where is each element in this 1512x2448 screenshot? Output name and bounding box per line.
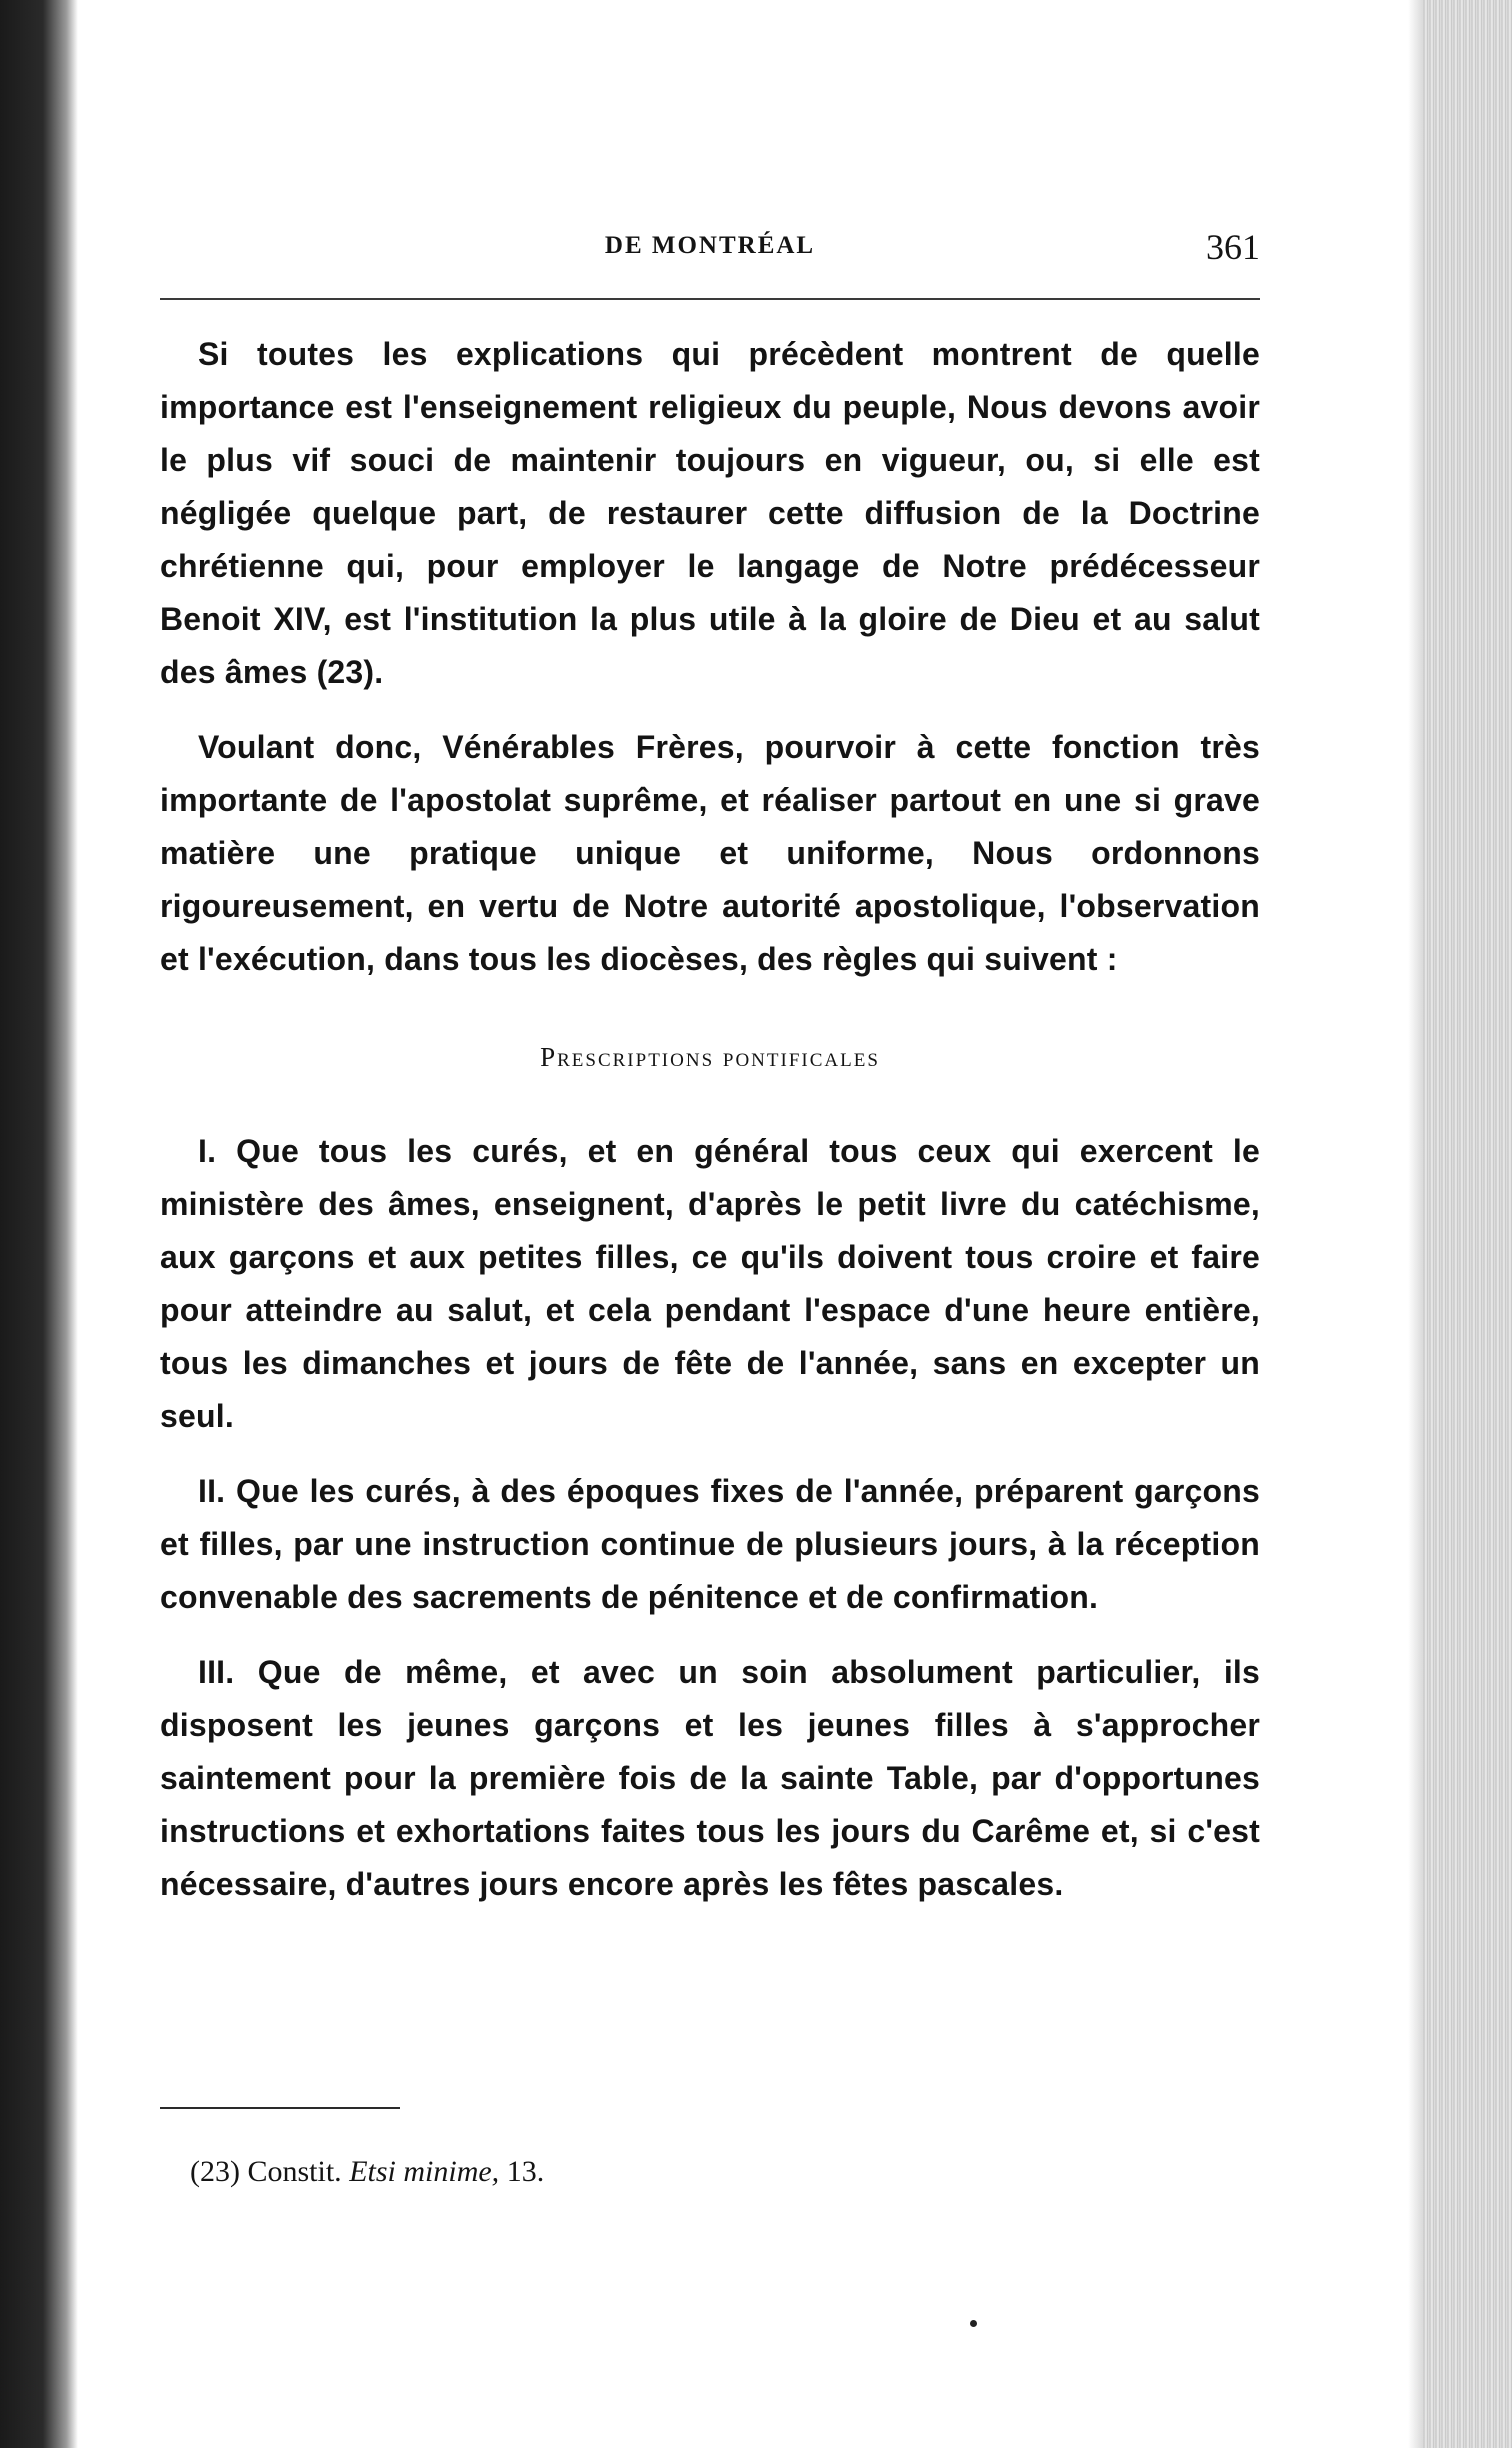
running-title: DE MONTRÉAL	[604, 232, 816, 259]
header-rule	[160, 298, 1260, 300]
page-number: 361	[1206, 227, 1260, 267]
prescription-3: III. Que de même, et avec un soin absolument particulier, ils disposent les jeunes garçons et les jeunes filles à s'approcher saintement pour la première fois de la sainte Table, par d'opportunes instructions et exhortations faites tous les jours du Carême et, si c'est nécessaire, d'autres jours encore après les fêtes pascales.	[160, 1654, 1260, 1902]
footnote-title: Etsi minime,	[349, 2155, 500, 2188]
body-text	[160, 328, 1260, 1911]
footnote-text-before: Constit.	[247, 2155, 342, 2188]
prescription-1: I. Que tous les curés, et en général tous ceux qui exercent le ministère des âmes, enseignent, d'après le petit livre du catéchisme, aux garçons et aux petites filles, ce qu'ils doivent tous croire et faire pour atteindre au salut, et cela pendant l'espace d'une heure entière, tous les dimanches et jours de fête de l'année, sans en excepter un seul.	[160, 1133, 1260, 1434]
footnote-text-after: 13.	[506, 2155, 545, 2188]
section-heading	[160, 1042, 1260, 1073]
prescription-2: II. Que les curés, à des époques fixes de l'année, préparent garçons et filles, par une instruction continue de plusieurs jours, à la réception convenable des sacrements de pénitence et de confirmation.	[160, 1473, 1260, 1615]
footnote-rule	[160, 2107, 400, 2109]
running-head	[160, 226, 1260, 276]
book-page	[160, 0, 1260, 2448]
paragraph-2: Voulant donc, Vénérables Frères, pourvoir à cette fonction très importante de l'apostolat suprême, et réaliser partout en une si grave matière une pratique unique et uniforme, Nous ordonnons rigoureusement, en vertu de Notre autorité apostolique, l'observation et l'exécution, dans tous les diocèses, des règles qui suivent :	[160, 729, 1260, 977]
section-heading-text: Prescriptions pontificales	[540, 1042, 880, 1072]
page-edges	[1422, 0, 1512, 2448]
footnote	[190, 2155, 544, 2189]
ink-speck	[970, 2320, 977, 2327]
paragraph-1: Si toutes les explications qui précèdent montrent de quelle importance est l'enseignement religieux du peuple, Nous devons avoir le plus vif souci de maintenir toujours en vigueur, ou, si elle est négligée quelque part, de restaurer cette diffusion de la Doctrine chrétienne qui, pour employer le langage de Notre prédécesseur Benoit XIV, est l'institution la plus utile à la gloire de Dieu et au salut des âmes (23).	[160, 336, 1260, 690]
footnote-marker: (23)	[190, 2155, 240, 2188]
book-binding-edge	[0, 0, 78, 2448]
